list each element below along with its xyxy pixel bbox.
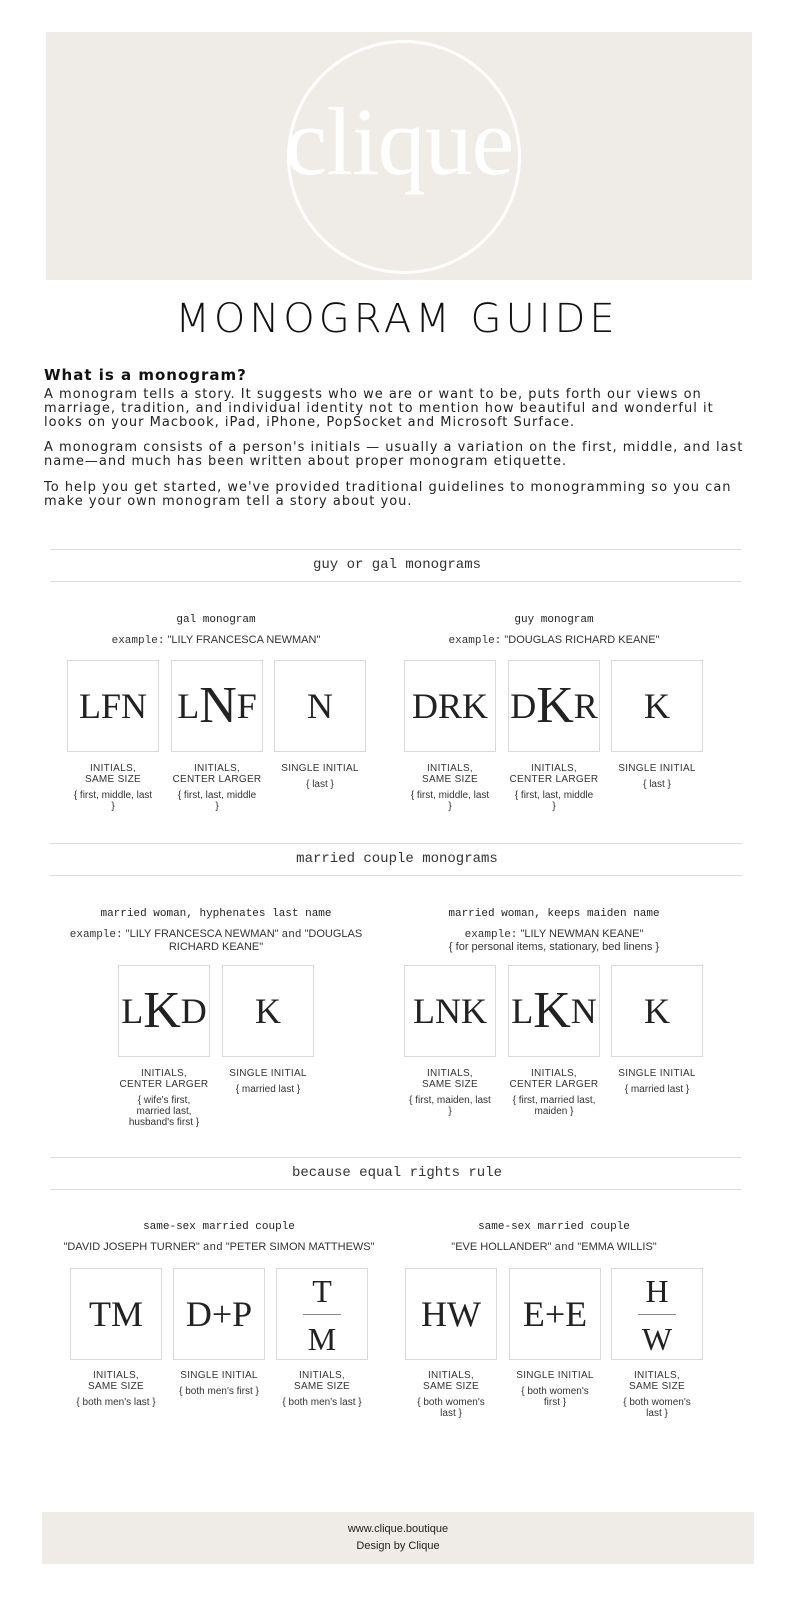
card-caption: INITIALS, SAME SIZE { both women's last } bbox=[623, 1370, 691, 1419]
card-caption: INITIALS, CENTER LARGER { first, last, middle } bbox=[172, 763, 262, 812]
monogram: DRK bbox=[411, 686, 488, 726]
card-caption: INITIALS, SAME SIZE { first, middle, last } bbox=[73, 763, 153, 812]
monogram: LNF bbox=[177, 677, 257, 734]
website-link[interactable]: www.clique.boutique bbox=[347, 1523, 449, 1535]
intro-paragraph: A monogram consists of a person's initials — usually a variation on the first, middle, and last name—and much has been written about proper monogram etiquette. bbox=[44, 440, 744, 469]
monogram: HW bbox=[421, 1294, 481, 1334]
and-word: and bbox=[202, 1242, 223, 1254]
section-divider bbox=[50, 1189, 742, 1190]
example-name: "DOUGLAS RICHARD KEANE" bbox=[168, 928, 363, 953]
example-note: { for personal items, stationary, bed linens } bbox=[448, 941, 660, 953]
monogram-card bbox=[276, 1268, 368, 1360]
example-label: example: bbox=[448, 635, 502, 647]
monogram-card bbox=[509, 1268, 601, 1360]
monogram: LFN bbox=[78, 686, 148, 726]
monogram-card bbox=[404, 660, 496, 752]
hero-banner bbox=[46, 32, 752, 280]
section-divider bbox=[50, 843, 742, 844]
monogram-bottom-initial: M bbox=[307, 1321, 337, 1357]
footer bbox=[42, 1512, 754, 1564]
card-caption: SINGLE INITIAL { both men's first } bbox=[179, 1370, 259, 1397]
example-name: "EMMA WILLIS" bbox=[577, 1241, 657, 1253]
monogram: K bbox=[644, 991, 670, 1031]
monogram-top-initial: T bbox=[312, 1273, 332, 1309]
group-title: same-sex married couple bbox=[478, 1221, 630, 1233]
example-name: "PETER SIMON MATTHEWS" bbox=[225, 1241, 375, 1253]
group-example bbox=[404, 634, 704, 647]
monogram-card bbox=[611, 965, 703, 1057]
section-divider bbox=[50, 581, 742, 582]
monogram-card bbox=[173, 1268, 265, 1360]
group-example bbox=[56, 928, 376, 953]
section-divider bbox=[50, 1157, 742, 1158]
monogram: D+P bbox=[185, 1294, 253, 1334]
monogram-card bbox=[70, 1268, 162, 1360]
monogram-card bbox=[611, 660, 703, 752]
monogram: N bbox=[307, 686, 333, 726]
group-title: gal monogram bbox=[176, 614, 256, 626]
card-caption: SINGLE INITIAL { both women's first } bbox=[516, 1370, 594, 1408]
card-caption: SINGLE INITIAL { last } bbox=[618, 763, 696, 790]
monogram-card bbox=[222, 965, 314, 1057]
monogram-card bbox=[508, 660, 600, 752]
design-credit: Design by Clique bbox=[356, 1540, 440, 1552]
monogram-card bbox=[404, 965, 496, 1057]
card-caption: INITIALS, SAME SIZE { first, middle, last } bbox=[410, 763, 490, 812]
group-title: guy monogram bbox=[514, 614, 594, 626]
monogram-divider bbox=[303, 1314, 341, 1315]
card-caption: INITIALS, SAME SIZE { both women's last } bbox=[417, 1370, 485, 1419]
monogram: TM bbox=[88, 1294, 143, 1334]
section-divider bbox=[50, 875, 742, 876]
and-word: and bbox=[281, 929, 302, 941]
group-title: same-sex married couple bbox=[143, 1221, 295, 1233]
monogram-card bbox=[274, 660, 366, 752]
card-caption: INITIALS, SAME SIZE { both men's last } bbox=[76, 1370, 156, 1408]
group-example bbox=[394, 1241, 714, 1254]
card-caption: SINGLE INITIAL { last } bbox=[281, 763, 359, 790]
card-caption: INITIALS, CENTER LARGER { wife's first, married last, husband's first } bbox=[119, 1068, 209, 1128]
example-label: example: bbox=[69, 929, 123, 941]
section-title: married couple monograms bbox=[296, 851, 498, 867]
and-word: and bbox=[554, 1242, 575, 1254]
brand-logo: clique bbox=[284, 88, 514, 195]
example-label: example: bbox=[464, 929, 518, 941]
monogram: LKD bbox=[121, 982, 207, 1039]
monogram: LNK bbox=[413, 991, 487, 1031]
monogram-top-initial: H bbox=[645, 1273, 669, 1309]
monogram-card bbox=[171, 660, 263, 752]
group-example bbox=[66, 634, 366, 647]
section-divider bbox=[50, 549, 742, 550]
monogram-card bbox=[405, 1268, 497, 1360]
intro-heading: What is a monogram? bbox=[44, 366, 247, 384]
monogram: K bbox=[644, 686, 670, 726]
page-title: MONOGRAM GUIDE bbox=[175, 296, 619, 342]
monogram: DKR bbox=[510, 677, 598, 734]
card-caption: INITIALS, SAME SIZE { both men's last } bbox=[282, 1370, 362, 1408]
card-caption: INITIALS, CENTER LARGER { first, last, middle } bbox=[509, 763, 599, 812]
example-name: "DAVID JOSEPH TURNER" bbox=[63, 1241, 200, 1253]
example-name: "LILY NEWMAN KEANE" bbox=[520, 928, 644, 940]
group-title: married woman, keeps maiden name bbox=[448, 908, 660, 920]
example-name: "LILY FRANCESCA NEWMAN" bbox=[125, 928, 279, 940]
monogram-card bbox=[118, 965, 210, 1057]
example-name: "LILY FRANCESCA NEWMAN" bbox=[167, 634, 321, 646]
group-title: married woman, hyphenates last name bbox=[100, 908, 332, 920]
example-label: example: bbox=[111, 635, 165, 647]
group-example bbox=[44, 1241, 394, 1254]
example-name: "DOUGLAS RICHARD KEANE" bbox=[504, 634, 660, 646]
card-caption: INITIALS, CENTER LARGER { first, married last, maiden } bbox=[509, 1068, 599, 1117]
card-caption: INITIALS, SAME SIZE { first, maiden, last } bbox=[409, 1068, 491, 1117]
monogram-card bbox=[508, 965, 600, 1057]
monogram: E+E bbox=[522, 1294, 588, 1334]
intro-paragraph: A monogram tells a story. It suggests who we are or want to be, puts forth our views on marriage, tradition, and individual identity not to mention how beautiful and wonderful it looks on your Macbook, iPad, iPhone, PopSocket and Microsoft Surface. bbox=[44, 387, 714, 430]
intro-paragraph: To help you get started, we've provided traditional guidelines to monogramming so you can make your own monogram tell a story about you. bbox=[44, 480, 732, 509]
monogram-card bbox=[67, 660, 159, 752]
monogram-divider bbox=[638, 1314, 676, 1315]
monogram: LKN bbox=[511, 982, 597, 1039]
card-caption: SINGLE INITIAL { married last } bbox=[229, 1068, 307, 1095]
card-caption: SINGLE INITIAL { married last } bbox=[618, 1068, 696, 1095]
section-title: guy or gal monograms bbox=[312, 557, 482, 573]
monogram-bottom-initial: W bbox=[641, 1321, 673, 1357]
example-name: "EVE HOLLANDER" bbox=[451, 1241, 552, 1253]
section-title: because equal rights rule bbox=[291, 1165, 503, 1181]
group-example bbox=[394, 928, 714, 953]
monogram-card bbox=[611, 1268, 703, 1360]
monogram: K bbox=[255, 991, 281, 1031]
